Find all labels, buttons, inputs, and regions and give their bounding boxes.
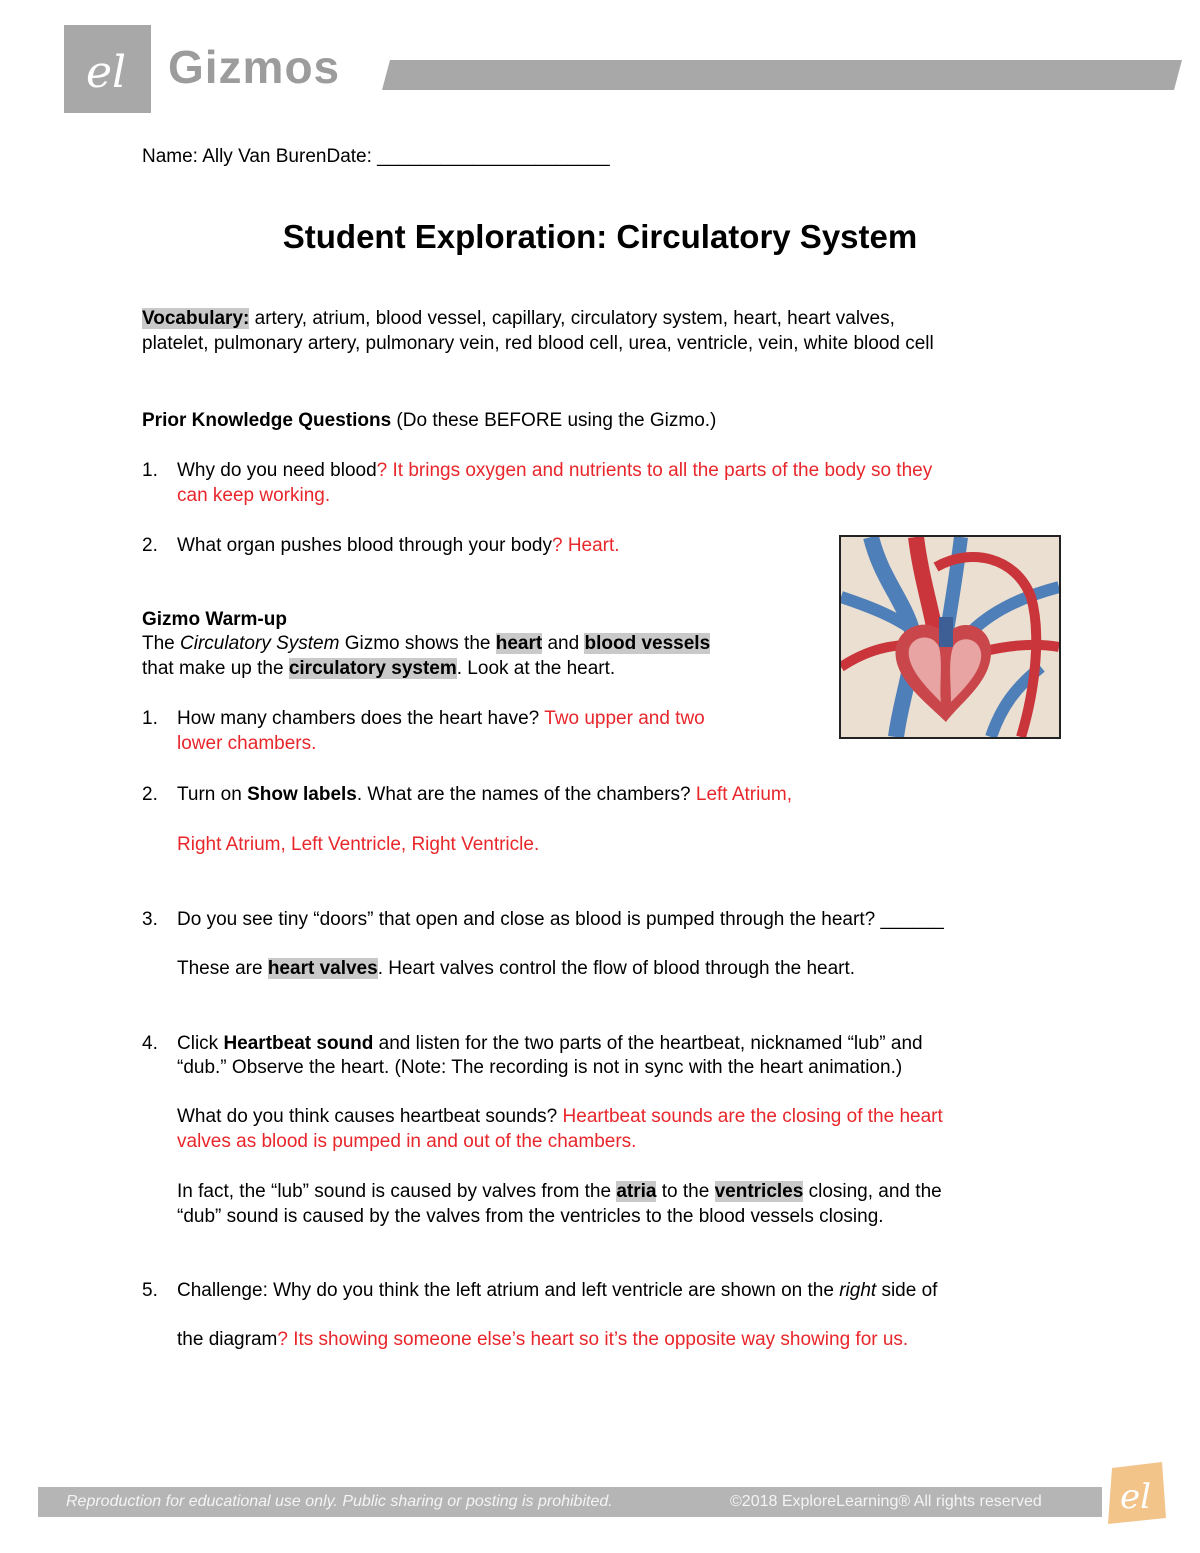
warmup-q3-line2: These are heart valves. Heart valves control the flow of blood through the heart.: [177, 958, 856, 979]
prior-q1: 1. Why do you need blood? It brings oxygen and nutrients to all the parts of the body so they: [142, 460, 933, 481]
name-field: Name: Ally Van BurenDate: ______________________: [142, 146, 610, 167]
warmup-q4: 4. Click Heartbeat sound and listen for the two parts of the heartbeat, nicknamed “lub” and: [142, 1033, 923, 1054]
warmup-q5: 5. Challenge: Why do you think the left atrium and left ventricle are shown on the right side of: [142, 1280, 938, 1301]
warmup-intro-2: that make up the circulatory system. Look at the heart.: [142, 658, 616, 679]
warmup-q1-answer-cont: lower chambers.: [177, 733, 317, 754]
explorelearning-badge-icon: [1102, 1460, 1170, 1528]
warmup-q1: 1. How many chambers does the heart have? Two upper and two: [142, 708, 705, 729]
warmup-q2-answer-cont: Right Atrium, Left Ventricle, Right Ventricle.: [177, 834, 540, 855]
vocabulary-label: Vocabulary:: [142, 308, 250, 329]
svg-text:el: el: [1120, 1477, 1151, 1517]
warmup-q3: 3. Do you see tiny “doors” that open and close as blood is pumped through the heart? ______: [142, 909, 944, 930]
warmup-heading: Gizmo Warm-up: [142, 609, 287, 630]
heart-illustration: [841, 537, 1059, 737]
warmup-q4-fact: In fact, the “lub” sound is caused by valves from the atria to the ventricles closing, and the: [177, 1181, 942, 1202]
warmup-intro-1: The Circulatory System Gizmo shows the heart and blood vessels: [142, 633, 711, 654]
explorelearning-el-icon: [64, 25, 151, 113]
warmup-q4-line2: “dub.” Observe the heart. (Note: The recording is not in sync with the heart animation.): [177, 1057, 903, 1078]
vocabulary-line-2: platelet, pulmonary artery, pulmonary vein, red blood cell, urea, ventricle, vein, white blood cell: [142, 333, 934, 354]
prior-q2: 2. What organ pushes blood through your body? Heart.: [142, 535, 620, 556]
vocabulary-line-1: Vocabulary: artery, atrium, blood vessel, capillary, circulatory system, heart, heart valves,: [142, 308, 895, 329]
prior-knowledge-heading: Prior Knowledge Questions (Do these BEFORE using the Gizmo.): [142, 410, 717, 431]
page-title: Student Exploration: Circulatory System: [282, 218, 918, 255]
warmup-q4-answer-cont: valves as blood is pumped in and out of the chambers.: [177, 1131, 637, 1152]
warmup-q5-line2: the diagram? Its showing someone else’s heart so it’s the opposite way showing for us.: [177, 1329, 909, 1350]
brand-name: Gizmos: [168, 41, 341, 93]
svg-text:el: el: [86, 47, 127, 98]
footer-notice: Reproduction for educational use only. Public sharing or posting is prohibited.: [66, 1493, 613, 1510]
warmup-q4-fact-line2: “dub” sound is caused by the valves from the ventricles to the blood vessels closing.: [177, 1206, 884, 1227]
header-bar: [382, 60, 1182, 90]
warmup-q4-ask: What do you think causes heartbeat sounds? Heartbeat sounds are the closing of the heart: [177, 1106, 943, 1127]
prior-q1-answer-cont: can keep working.: [177, 485, 331, 506]
footer-copyright: ©2018 ExploreLearning® All rights reserved: [730, 1493, 1042, 1510]
heart-diagram-image: [839, 535, 1061, 739]
warmup-q2: 2. Turn on Show labels. What are the names of the chambers? Left Atrium,: [142, 784, 792, 805]
gizmos-logo: [64, 25, 151, 113]
